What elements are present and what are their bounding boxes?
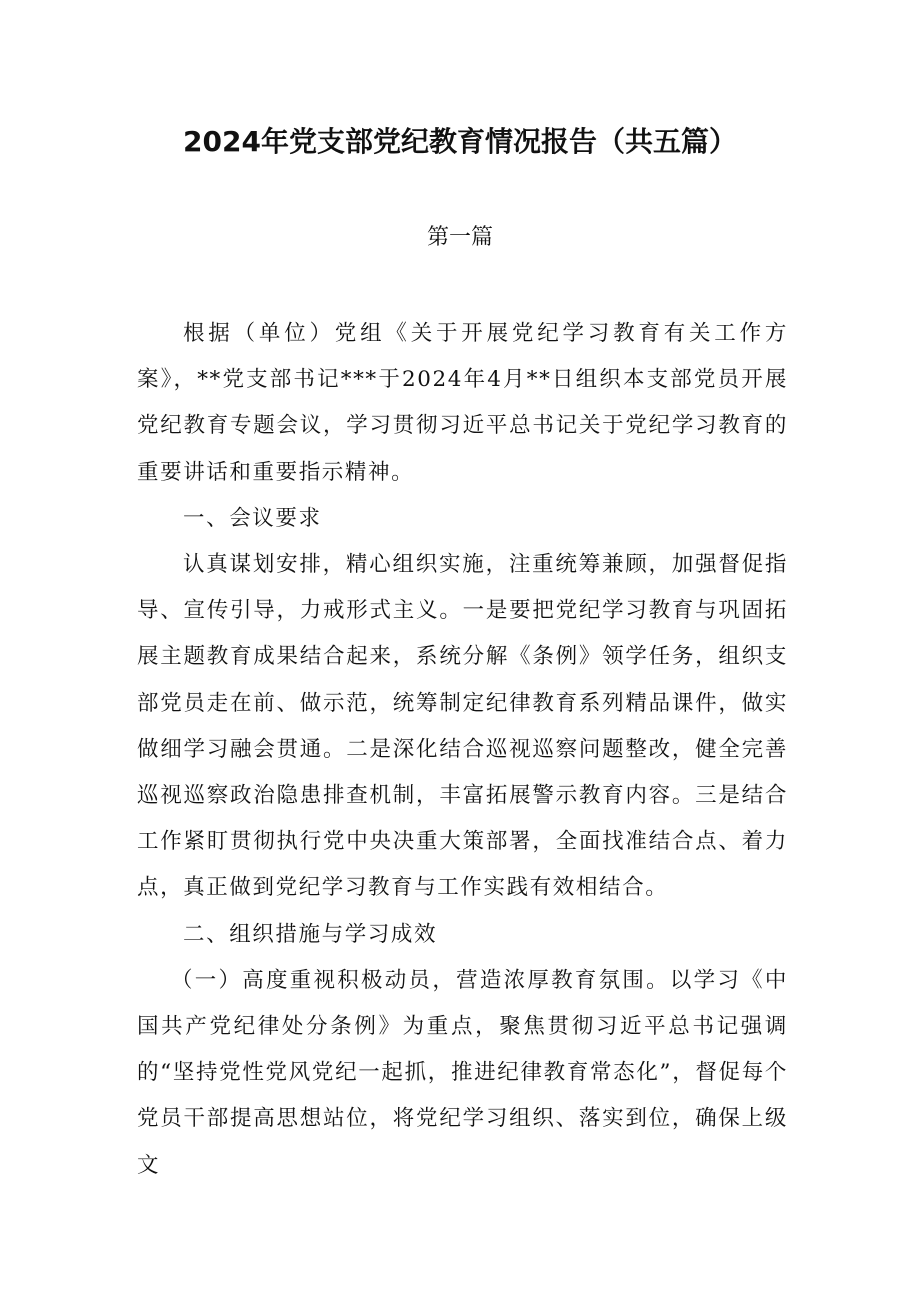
- heading-meeting-requirements: 一、会议要求: [183, 505, 322, 531]
- paragraph-measure-one: （一）高度重视积极动员，营造浓厚教育氛围。以学习《中国共产党纪律处分条例》为重点，聚焦贯彻习近平总书记强调的“坚持党性党风党纪一起抓，推进纪律教育常态化”，督促每个党员干部提高思想站位，将党纪学习组织、落实到位，确保上级文: [137, 967, 788, 1178]
- document-body: [137, 311, 788, 1189]
- document-title: 2024年党支部党纪教育情况报告（共五篇）: [183, 125, 737, 158]
- heading-measures-results: 二、组织措施与学习成效: [183, 921, 438, 947]
- paragraph-requirements: 认真谋划安排，精心组织实施，注重统筹兼顾，加强督促指导、宣传引导，力戒形式主义。一是要把党纪学习教育与巩固拓展主题教育成果结合起来，系统分解《条例》领学任务，组织支部党员走在前、做示范，统筹制定纪律教育系列精品课件，做实做细学习融会贯通。二是深化结合巡视巡察问题整改，健全完善巡视巡察政治隐患排查机制，丰富拓展警示教育内容。三是结合工作紧盯贯彻执行党中央决重大策部署，全面找准结合点、着力点，真正做到党纪学习教育与工作实践有效相结合。: [137, 552, 788, 901]
- paragraph-intro: 根据（单位）党组《关于开展党纪学习教育有关工作方案》，**党支部书记***于2024年4月**日组织本支部党员开展党纪教育专题会议，学习贯彻习近平总书记关于党纪学习教育的重要讲话和重要指示精神。: [137, 321, 788, 485]
- section-subtitle: 第一篇: [426, 225, 493, 250]
